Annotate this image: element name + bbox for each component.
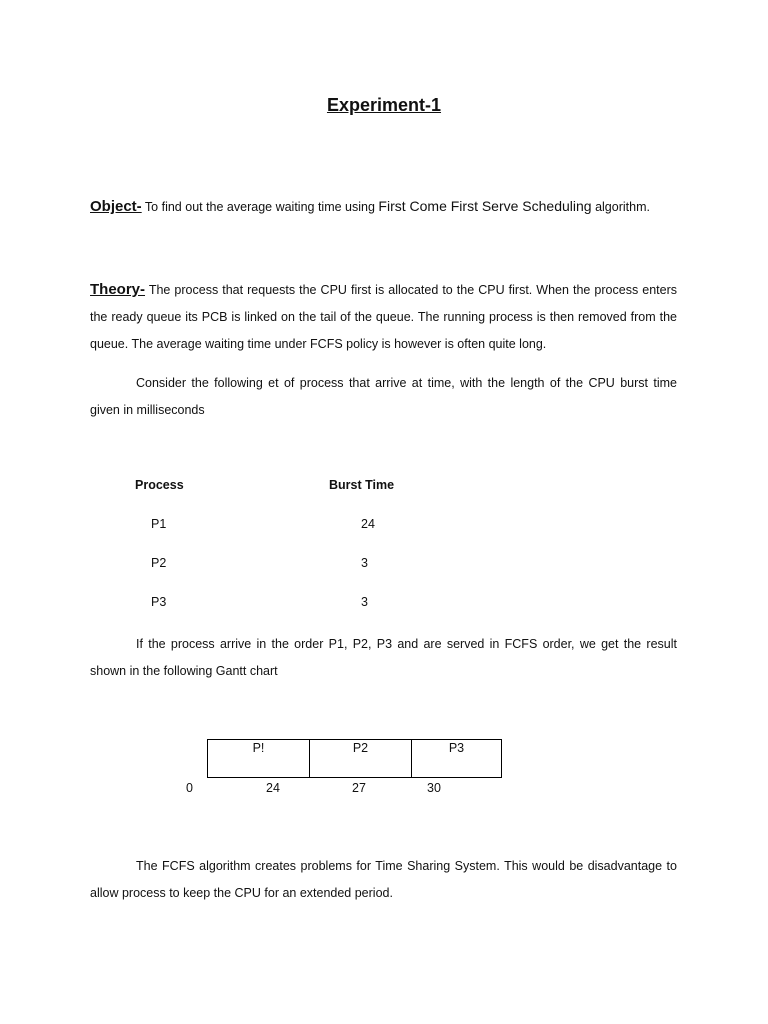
page-title: Experiment-1 [326,95,442,115]
burst-cell: 3 [361,556,368,570]
theory-label: Theory- [90,281,146,298]
table-row [135,595,455,634]
process-table [135,478,455,634]
conclusion-paragraph: The FCFS algorithm creates problems for Time Sharing System. This would be disadvantage to allow process to keep the CPU for an extended period. [90,859,677,900]
process-cell: P3 [151,595,167,609]
gantt-cell-p3: P3 [448,741,465,755]
process-cell: P1 [151,517,167,531]
gantt-tick-0: 0 [186,781,193,795]
process-cell: P2 [151,556,167,570]
header-process: Process [135,478,184,492]
theory-paragraph [90,276,677,358]
consider-paragraph: Consider the following et of process that arrive at time, with the length of the CPU burst time given in milliseconds [90,376,677,417]
gantt-cell-p2: P2 [310,740,412,777]
burst-cell: 3 [361,595,368,609]
gantt-tick-24: 24 [266,781,280,795]
burst-cell: 24 [361,517,375,531]
object-text-a: To find out the average waiting time using [141,200,379,214]
header-burst-time: Burst Time [329,478,395,492]
gantt-chart [207,739,502,778]
gantt-tick-30: 30 [427,781,441,795]
gantt-cell-p1: P! [208,740,310,777]
gantt-tick-27: 27 [352,781,366,795]
table-header-row [135,478,455,517]
theory-text: The process that requests the CPU first is allocated to the CPU first. When the process enters the ready queue its PCB is linked on the tail of the queue. The running process is then removed from the queue. The average waiting time under FCFS policy is however is often quite long. [90,283,677,351]
order-paragraph: If the process arrive in the order P1, P2, P3 and are served in FCFS order, we get the result shown in the following Gantt chart [90,637,677,678]
object-paragraph [90,193,677,221]
object-label: Object- [90,198,142,215]
object-text-c: algorithm. [591,200,650,214]
object-text-b: First Come First Serve Scheduling [378,198,592,214]
table-row [135,556,455,595]
table-row [135,517,455,556]
